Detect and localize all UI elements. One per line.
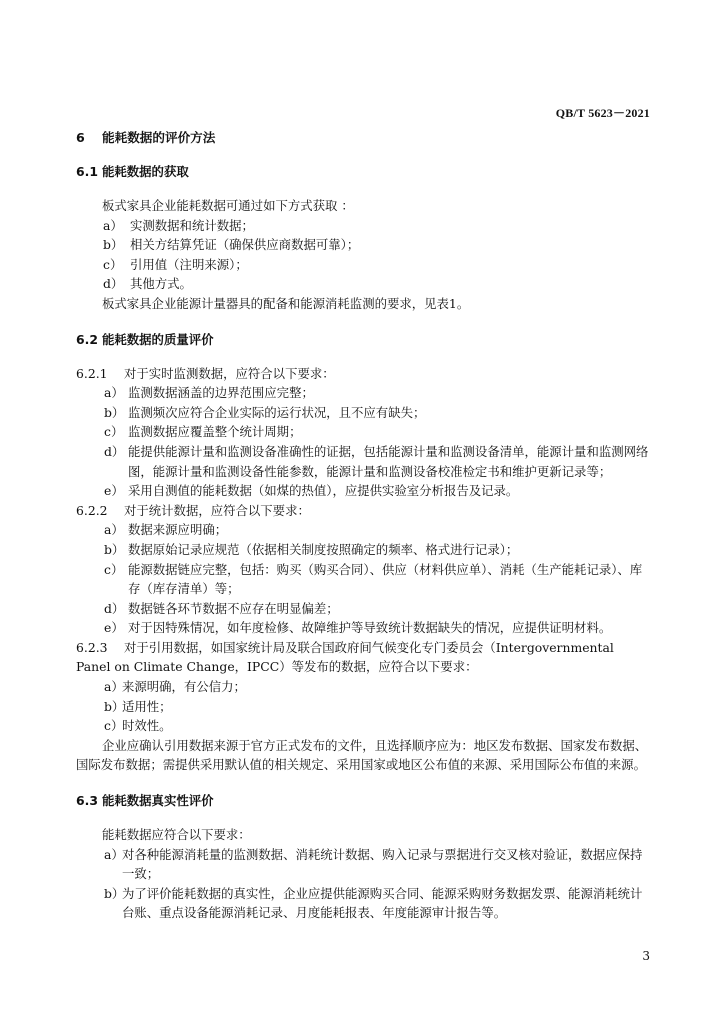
list-item — [76, 403, 650, 423]
list — [76, 677, 650, 736]
item-text: 时效性。 — [122, 718, 172, 734]
item-label: a） — [103, 217, 123, 233]
section-number: 6.3 — [76, 793, 98, 809]
section-number: 6 — [76, 130, 85, 145]
list-item — [76, 618, 650, 638]
item-label: d） — [103, 276, 124, 292]
list-item — [76, 677, 650, 697]
item-text: 对各种能源消耗量的监测数据、消耗统计数据、购入记录与票据进行交叉核对验证，数据应保持一致； — [122, 846, 643, 882]
list — [76, 383, 650, 501]
item-text: 相关方结算凭证（确保供应商数据可靠）； — [130, 237, 360, 253]
clause-6-2-1 — [76, 364, 650, 384]
section-6-3-heading — [76, 791, 650, 811]
list — [76, 520, 650, 638]
item-text: 数据原始记录应规范（依据相关制度按照确定的频率、格式进行记录）； — [128, 541, 519, 557]
list-item — [76, 884, 650, 923]
list-item — [76, 442, 650, 481]
item-label: d） — [104, 600, 125, 616]
section-number: 6.2 — [76, 331, 98, 347]
item-label: b） — [104, 698, 125, 714]
item-label: d） — [104, 443, 125, 459]
clause-6-2-3 — [76, 638, 650, 677]
clause-text: 对于引用数据，如国家统计局及联合国政府间气候变化专门委员会（Intergovernmental Panel on Climate Change，IPCC）等发布的数据，应符合以下要求： — [76, 639, 614, 675]
section-title: 能耗数据的评价方法 — [102, 130, 216, 145]
list — [76, 216, 650, 294]
section-title: 能耗数据的质量评价 — [102, 331, 214, 347]
item-text: 监测数据应覆盖整个统计周期； — [128, 424, 302, 440]
item-label: a） — [104, 385, 124, 401]
section-number: 6.1 — [76, 164, 98, 179]
list-item — [76, 599, 650, 619]
list-item — [76, 216, 650, 236]
item-label: b） — [103, 237, 124, 253]
clause-number: 6.2.1 — [76, 365, 108, 381]
list-item — [76, 845, 650, 884]
item-label: c） — [104, 718, 124, 734]
paragraph: 板式家具企业能源计量器具的配备和能源消耗监测的要求，见表1。 — [102, 295, 470, 311]
item-text: 能提供能源计量和监测设备准确性的证据，包括能源计量和监测设备清单，能源计量和监测网络图，能源计量和监测设备性能参数，能源计量和监测设备校准检定书和维护更新记录等； — [128, 443, 649, 479]
item-text: 其他方式。 — [130, 276, 192, 292]
item-label: b） — [104, 885, 125, 901]
item-label: b） — [104, 541, 125, 557]
item-label: c） — [103, 256, 123, 272]
item-text: 监测数据涵盖的边界范围应完整； — [128, 385, 314, 401]
item-text: 实测数据和统计数据； — [130, 217, 254, 233]
item-label: a） — [104, 522, 124, 538]
item-label: c） — [104, 561, 124, 577]
item-text: 对于因特殊情况，如年度检修、故障维护等导致统计数据缺失的情况，应提供证明材料。 — [128, 620, 612, 636]
item-text: 能源数据链应完整，包括：购买（购买合同）、供应（材料供应单）、消耗（生产能耗记录）、库存（库存清单）等； — [128, 561, 643, 597]
clause-6-2-2 — [76, 501, 650, 521]
item-text: 适用性； — [122, 698, 172, 714]
section-title: 能耗数据的获取 — [102, 164, 189, 179]
document-body — [76, 128, 650, 923]
list-item — [76, 235, 650, 255]
paragraph: 能耗数据应符合以下要求： — [102, 827, 251, 843]
list-item — [76, 255, 650, 275]
list-item — [76, 383, 650, 403]
list-item — [76, 422, 650, 442]
clause-text: 对于统计数据，应符合以下要求： — [124, 502, 310, 518]
item-text: 数据链各环节数据不应存在明显偏差； — [128, 600, 339, 616]
clause-number: 6.2.3 — [76, 639, 108, 655]
list — [76, 845, 650, 923]
paragraph: 企业应确认引用数据来源于官方正式发布的文件，且选择顺序应为：地区发布数据、国家发布数据、国际发布数据；需提供采用默认值的相关规定、采用国家或地区公布值的来源、采用国际公布值的来源。 — [76, 737, 648, 773]
paragraph: 板式家具企业能耗数据可通过如下方式获取 ： — [102, 198, 354, 213]
item-text: 来源明确，有公信力； — [122, 679, 246, 695]
item-label: e） — [104, 483, 124, 499]
section-6-1-heading — [76, 162, 650, 182]
item-text: 为了评价能耗数据的真实性，企业应提供能源购买合同、能源采购财务数据发票、能源消耗统计台账、重点设备能源消耗记录、月度能耗报表、年度能源审计报告等。 — [122, 885, 643, 921]
item-text: 数据来源应明确； — [128, 522, 228, 538]
item-text: 引用值（注明来源）； — [130, 256, 248, 272]
list-item — [76, 540, 650, 560]
section-6-heading — [76, 128, 650, 148]
list-item — [76, 716, 650, 736]
item-label: b） — [104, 404, 125, 420]
list-item — [76, 697, 650, 717]
list-item — [76, 520, 650, 540]
standard-code: QB/T 5623－2021 — [555, 106, 650, 120]
section-title: 能耗数据真实性评价 — [102, 793, 214, 809]
item-text: 采用自测值的能耗数据（如煤的热值），应提供实验室分析报告及记录。 — [128, 483, 519, 499]
item-label: a） — [104, 679, 124, 695]
clause-number: 6.2.2 — [76, 502, 108, 518]
item-text: 监测频次应符合企业实际的运行状况，且不应有缺失； — [128, 404, 426, 420]
list-item — [76, 481, 650, 501]
item-label: a） — [104, 846, 124, 862]
list-item — [76, 560, 650, 599]
item-label: e） — [104, 620, 124, 636]
item-label: c） — [104, 424, 124, 440]
section-6-2-heading — [76, 330, 650, 350]
page-number: 3 — [642, 949, 650, 963]
list-item — [76, 274, 650, 294]
clause-text: 对于实时监测数据，应符合以下要求： — [124, 365, 335, 381]
